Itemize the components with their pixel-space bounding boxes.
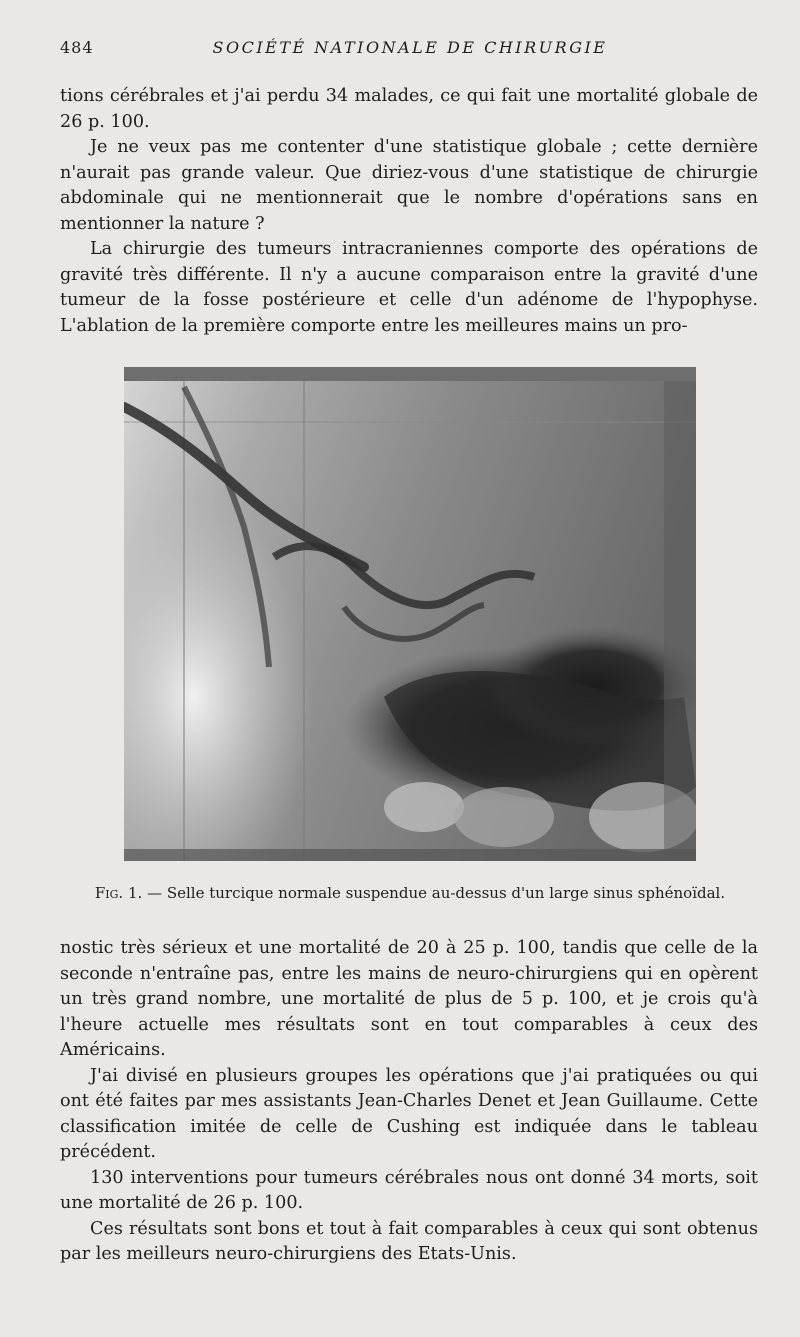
xray-image xyxy=(124,367,696,861)
figure-caption xyxy=(60,884,760,902)
page-number: 484 xyxy=(60,38,94,57)
paragraph: La chirurgie des tumeurs intracraniennes comporte des opérations de gravité très différente. Il n'y a aucune comparaison entre la gravité d'une tumeur de la fosse postérieure et celle d'un adénome de l'hypophyse. L'ablation de la première comporte entre les meilleures mains un pro- xyxy=(60,239,758,336)
paragraph: 130 interventions pour tumeurs cérébrales nous ont donné 34 morts, soit une mortalité de 26 p. 100. xyxy=(60,1167,758,1213)
paragraph: J'ai divisé en plusieurs groupes les opérations que j'ai pratiquées ou qui ont été faites par mes assistants Jean-Charles Denet et Jean Guillaume. Cette classification imitée de celle de Cushing est indiquée dans le tableau précédent. xyxy=(60,1065,758,1162)
paragraph: Je ne veux pas me contenter d'une statistique globale ; cette dernière n'aurait pas grande valeur. Que diriez-vous d'une statistique de chirurgie abdominale qui ne mentionnerait que le nombre d'opérations sans en mentionner la nature ? xyxy=(60,137,758,234)
paragraph: tions cérébrales et j'ai perdu 34 malades, ce qui fait une mortalité globale de 26 p. 100. xyxy=(60,86,758,132)
figure-label: Fig. 1. xyxy=(94,884,143,902)
running-title: SOCIÉTÉ NATIONALE DE CHIRURGIE xyxy=(212,38,608,57)
body-text-bottom xyxy=(60,936,758,1268)
paragraph: nostic très sérieux et une mortalité de 20 à 25 p. 100, tandis que celle de la seconde n'entraîne pas, entre les mains de neuro-chirurgiens qui en opèrent un très grand nombre, une mortalité de plus de 5 p. 100, et je crois qu'à l'heure actuelle mes résultats sont en tout comparables à ceux des Américains. xyxy=(60,938,758,1060)
page-header xyxy=(60,38,760,62)
xray-figure xyxy=(124,367,696,861)
figure-caption-text: — Selle turcique normale suspendue au-dessus d'un large sinus sphénoïdal. xyxy=(147,884,726,902)
body-text-top xyxy=(60,84,758,339)
paragraph: Ces résultats sont bons et tout à fait comparables à ceux qui sont obtenus par les meilleurs neuro-chirurgiens des Etats-Unis. xyxy=(60,1218,758,1264)
